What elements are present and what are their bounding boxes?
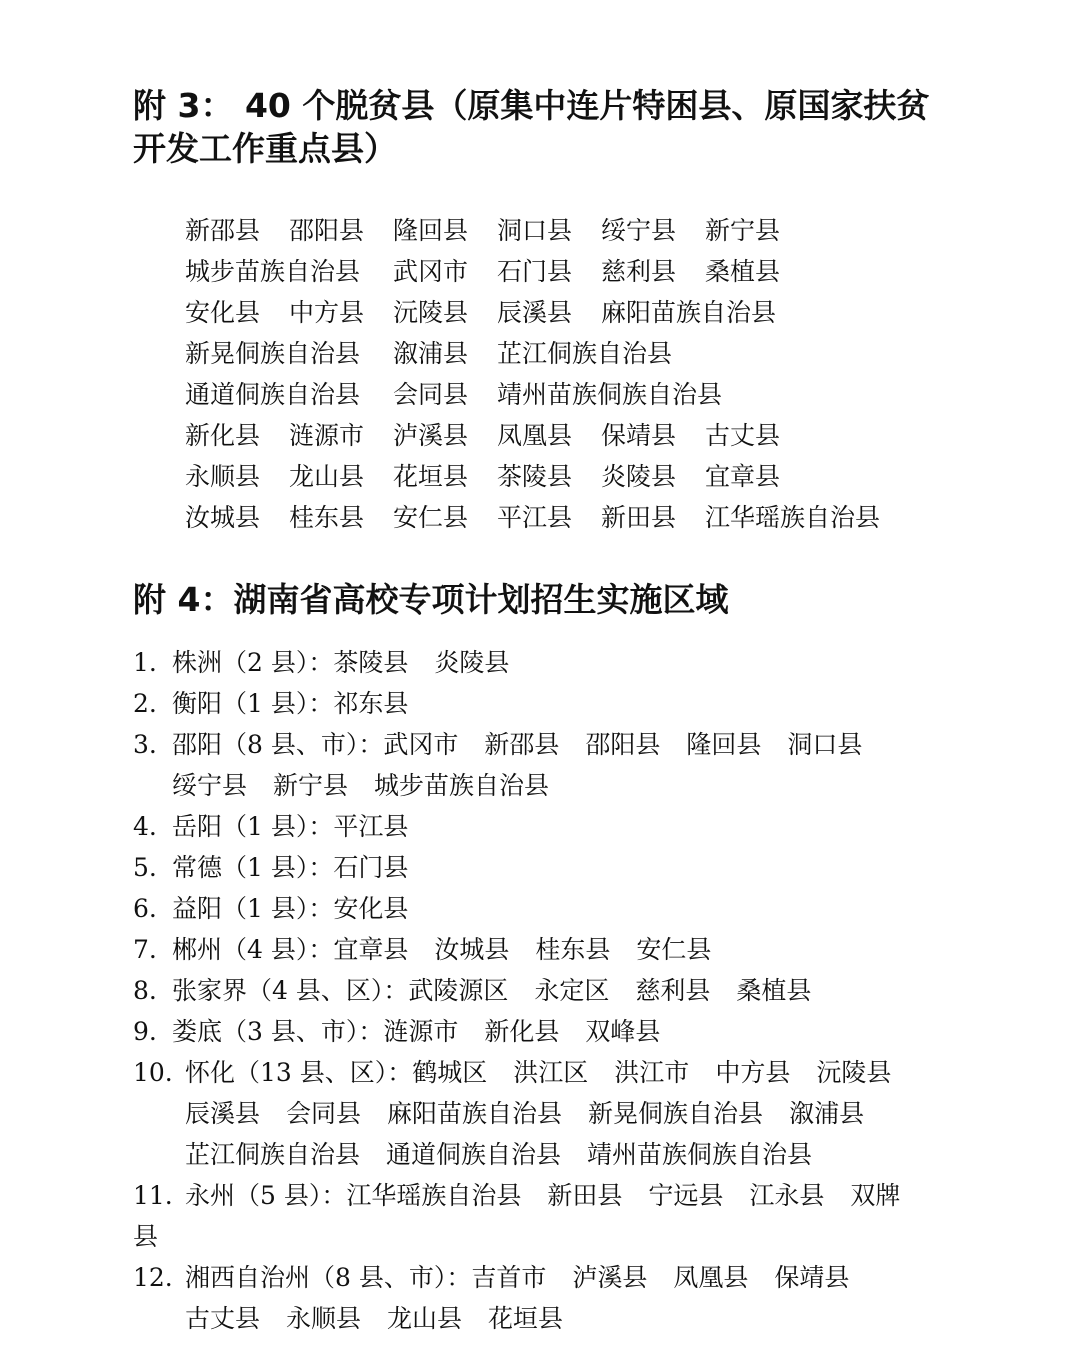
spacer [710, 970, 736, 1011]
area-item [133, 929, 943, 970]
county-name: 新邵县 [185, 216, 261, 245]
area-item [133, 888, 943, 929]
spacer [521, 1175, 547, 1216]
item-number: 3. [133, 730, 157, 759]
county-name: 古丈县 [705, 421, 781, 450]
spacer [660, 724, 686, 765]
item-number: 5. [133, 853, 157, 882]
city-label: 常德（1 县）： [172, 853, 334, 882]
county-name: 吉首市 [471, 1263, 547, 1292]
spacer [824, 1175, 850, 1216]
county-name: 慈利县 [601, 257, 677, 286]
county-name: 沅陵县 [816, 1058, 892, 1087]
spacer [458, 724, 484, 765]
county-name: 永顺县 [185, 462, 261, 491]
county-name-wrap: 县 [133, 1222, 159, 1251]
area-item [133, 683, 943, 724]
county-name: 平江县 [497, 503, 573, 532]
county-name: 凤凰县 [497, 421, 573, 450]
county-name: 靖州苗族侗族自治县 [587, 1140, 813, 1169]
county-name: 芷江侗族自治县 [497, 339, 673, 368]
county-name: 绥宁县 [601, 216, 677, 245]
city-label: 郴州（4 县）： [172, 935, 334, 964]
county-name: 新邵县 [484, 730, 560, 759]
county-name: 城步苗族自治县 [374, 771, 550, 800]
spacer [689, 1052, 715, 1093]
county-name: 祁东县 [333, 689, 409, 718]
county-row [185, 333, 913, 374]
county-row [185, 415, 913, 456]
appendix-4-title: 附 4：湖南省高校专项计划招生实施区域 [133, 580, 729, 619]
spacer [508, 970, 534, 1011]
city-label: 张家界（4 县、区）： [172, 976, 409, 1005]
county-name: 邵阳县 [289, 216, 365, 245]
area-item [133, 847, 943, 888]
city-label: 益阳（1 县）： [172, 894, 334, 923]
appendix-3-title-line1: 附 3： 40 个脱贫县（原集中连片特困县、原国家扶贫 [133, 86, 930, 125]
area-item [133, 806, 943, 847]
county-name: 花垣县 [488, 1304, 564, 1333]
county-name: 会同县 [393, 380, 469, 409]
spacer [588, 1052, 614, 1093]
county-name: 花垣县 [393, 462, 469, 491]
county-name: 涟源市 [383, 1017, 459, 1046]
item-number: 10. [133, 1058, 173, 1087]
county-name: 江永县 [749, 1181, 825, 1210]
area-item [133, 1052, 943, 1175]
area-item [133, 970, 943, 1011]
city-label: 邵阳（8 县、市）： [172, 730, 384, 759]
county-name: 双峰县 [585, 1017, 661, 1046]
county-row [185, 374, 913, 415]
spacer [260, 1298, 286, 1339]
county-name: 辰溪县 [185, 1099, 261, 1128]
spacer [408, 642, 434, 683]
county-name: 泸溪县 [393, 421, 469, 450]
spacer [723, 1175, 749, 1216]
city-label: 湘西自治州（8 县、市）： [185, 1263, 472, 1292]
county-name: 麻阳苗族自治县 [601, 298, 777, 327]
county-name: 石门县 [497, 257, 573, 286]
county-name: 麻阳苗族自治县 [387, 1099, 563, 1128]
spacer [622, 1175, 648, 1216]
county-name: 桂东县 [535, 935, 611, 964]
county-name: 武陵源区 [408, 976, 509, 1005]
county-name: 溆浦县 [789, 1099, 865, 1128]
spacer [361, 1093, 387, 1134]
spacer [247, 765, 273, 806]
spacer [562, 1093, 588, 1134]
county-name: 邵阳县 [585, 730, 661, 759]
special-plan-area-list [133, 642, 943, 1339]
county-name: 宜章县 [333, 935, 409, 964]
spacer [647, 1257, 673, 1298]
county-name: 新化县 [484, 1017, 560, 1046]
spacer [790, 1052, 816, 1093]
county-name: 新田县 [547, 1181, 623, 1210]
county-name: 通道侗族自治县 [386, 1140, 562, 1169]
county-name: 安仁县 [393, 503, 469, 532]
area-item [133, 642, 943, 683]
county-name: 保靖县 [601, 421, 677, 450]
county-name: 安仁县 [636, 935, 712, 964]
county-name: 桑植县 [705, 257, 781, 286]
county-name: 中方县 [289, 298, 365, 327]
county-name: 宜章县 [705, 462, 781, 491]
county-name: 安化县 [185, 298, 261, 327]
county-name: 新晃侗族自治县 [185, 339, 361, 368]
county-name: 涟源市 [289, 421, 365, 450]
county-name: 桂东县 [289, 503, 365, 532]
county-name: 武冈市 [393, 257, 469, 286]
item-number: 8. [133, 976, 157, 1005]
poverty-county-list [185, 210, 913, 538]
item-number: 1. [133, 648, 157, 677]
county-name: 芷江侗族自治县 [185, 1140, 361, 1169]
county-row [185, 497, 913, 538]
county-name: 辰溪县 [497, 298, 573, 327]
county-name: 新晃侗族自治县 [588, 1099, 764, 1128]
area-item [133, 1257, 943, 1339]
spacer [561, 1134, 587, 1175]
county-name: 隆回县 [393, 216, 469, 245]
county-name: 新化县 [185, 421, 261, 450]
spacer [609, 970, 635, 1011]
county-row [185, 251, 913, 292]
county-row [185, 292, 913, 333]
county-name: 龙山县 [387, 1304, 463, 1333]
spacer [462, 1298, 488, 1339]
spacer [559, 724, 585, 765]
item-number: 9. [133, 1017, 157, 1046]
county-name: 武冈市 [383, 730, 459, 759]
county-name: 宁远县 [648, 1181, 724, 1210]
county-row [185, 456, 913, 497]
spacer [761, 724, 787, 765]
county-name: 新宁县 [273, 771, 349, 800]
city-label: 岳阳（1 县）： [172, 812, 334, 841]
item-number: 6. [133, 894, 157, 923]
spacer [763, 1093, 789, 1134]
county-name: 石门县 [333, 853, 409, 882]
area-item [133, 1175, 943, 1257]
county-name: 绥宁县 [172, 771, 248, 800]
county-name: 江华瑶族自治县 [705, 503, 881, 532]
county-name: 江华瑶族自治县 [346, 1181, 522, 1210]
appendix-3-title-line2: 开发工作重点县） [133, 129, 397, 168]
item-number: 11. [133, 1181, 173, 1210]
county-row [185, 210, 913, 251]
county-name: 城步苗族自治县 [185, 257, 361, 286]
spacer [748, 1257, 774, 1298]
spacer [348, 765, 374, 806]
county-name: 凤凰县 [673, 1263, 749, 1292]
area-item [133, 1011, 943, 1052]
spacer [360, 1134, 386, 1175]
county-name: 炎陵县 [434, 648, 510, 677]
county-name: 洞口县 [497, 216, 573, 245]
area-item [133, 724, 943, 806]
county-name: 龙山县 [289, 462, 365, 491]
county-name: 靖州苗族侗族自治县 [497, 380, 723, 409]
county-name: 平江县 [333, 812, 409, 841]
spacer [509, 929, 535, 970]
county-name: 永定区 [534, 976, 610, 1005]
county-name: 安化县 [333, 894, 409, 923]
county-name: 洞口县 [787, 730, 863, 759]
county-name: 洪江市 [614, 1058, 690, 1087]
spacer [361, 1298, 387, 1339]
spacer [559, 1011, 585, 1052]
county-name: 炎陵县 [601, 462, 677, 491]
city-label: 永州（5 县）： [185, 1181, 347, 1210]
county-name: 沅陵县 [393, 298, 469, 327]
spacer [487, 1052, 513, 1093]
county-name: 茶陵县 [333, 648, 409, 677]
city-label: 娄底（3 县、市）： [172, 1017, 384, 1046]
county-name: 桑植县 [736, 976, 812, 1005]
county-name: 茶陵县 [497, 462, 573, 491]
spacer [260, 1093, 286, 1134]
item-number: 2. [133, 689, 157, 718]
appendix-3-title [133, 84, 953, 170]
county-name: 泸溪县 [572, 1263, 648, 1292]
county-name: 慈利县 [635, 976, 711, 1005]
city-label: 株洲（2 县）： [172, 648, 334, 677]
spacer [408, 929, 434, 970]
county-name: 永顺县 [286, 1304, 362, 1333]
county-name: 会同县 [286, 1099, 362, 1128]
county-name: 中方县 [715, 1058, 791, 1087]
spacer [546, 1257, 572, 1298]
county-name: 保靖县 [774, 1263, 850, 1292]
county-name: 汝城县 [185, 503, 261, 532]
county-name: 通道侗族自治县 [185, 380, 361, 409]
county-name: 隆回县 [686, 730, 762, 759]
county-name: 洪江区 [513, 1058, 589, 1087]
city-label: 怀化（13 县、区）： [185, 1058, 413, 1087]
spacer [458, 1011, 484, 1052]
county-name: 双牌 [850, 1181, 901, 1210]
county-name: 汝城县 [434, 935, 510, 964]
county-name: 新田县 [601, 503, 677, 532]
county-name: 新宁县 [705, 216, 781, 245]
item-number: 7. [133, 935, 157, 964]
county-name: 鹤城区 [412, 1058, 488, 1087]
spacer [610, 929, 636, 970]
county-name: 溆浦县 [393, 339, 469, 368]
county-name: 古丈县 [185, 1304, 261, 1333]
city-label: 衡阳（1 县）： [172, 689, 334, 718]
item-number: 12. [133, 1263, 173, 1292]
item-number: 4. [133, 812, 157, 841]
